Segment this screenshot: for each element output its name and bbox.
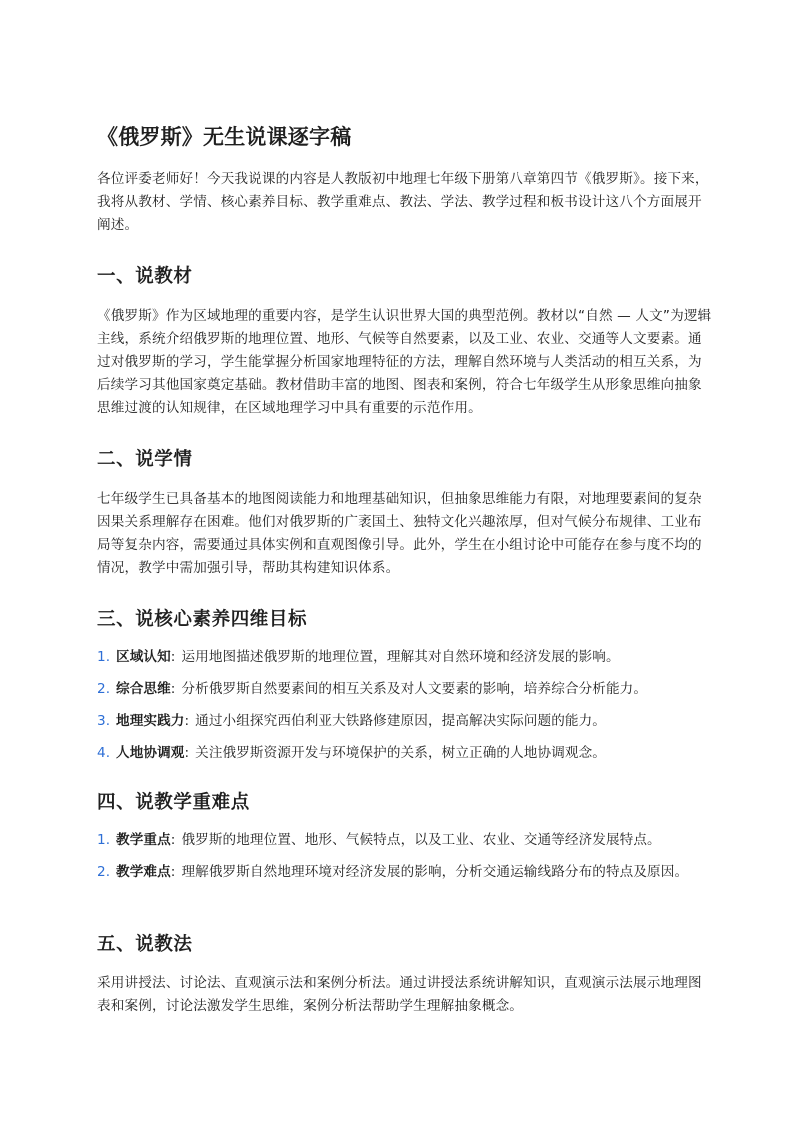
- list-item: [97, 829, 712, 852]
- list-text: 分析俄罗斯自然要素间的相互关系及对人文要素的影响，培养综合分析能力。: [181, 681, 648, 697]
- list-number: 2.: [97, 681, 111, 697]
- list-number: 4.: [97, 745, 111, 761]
- list-term: 综合思维: [116, 681, 171, 697]
- list-separator: :: [184, 713, 190, 729]
- list-item: [97, 861, 712, 884]
- list-text: 理解俄罗斯自然地理环境对经济发展的影响，分析交通运输线路分布的特点及原因。: [181, 864, 689, 880]
- list-number: 3.: [97, 713, 111, 729]
- list-separator: :: [184, 745, 190, 761]
- list-number: 2.: [97, 864, 111, 880]
- key-points-list: [97, 829, 712, 893]
- section-heading-methods: 五、说教法: [97, 934, 193, 955]
- list-separator: :: [170, 649, 176, 665]
- list-number: 1.: [97, 832, 111, 848]
- list-item: [97, 678, 712, 701]
- section-paragraph-students: 七年级学生已具备基本的地图阅读能力和地理基础知识，但抽象思维能力有限，对地理要素间的复杂因果关系理解存在困难。他们对俄罗斯的广袤国土、独特文化兴趣浓厚，但对气候分布规律、工业布局等复杂内容，需要通过具体实例和直观图像引导。此外，学生在小组讨论中可能存在参与度不均的情况，教学中需加强引导，帮助其构建知识体系。: [97, 491, 702, 576]
- section-paragraph-textbook: 《俄罗斯》作为区域地理的重要内容，是学生认识世界大国的典型范例。教材以“自然 — 人文”为逻辑主线，系统介绍俄罗斯的地理位置、地形、气候等自然要素，以及工业、农业、交通等人文要素。通过对俄罗斯的学习，学生能掌握分析国家地理特征的方法，理解自然环境与人类活动的相互关系，为后续学习其他国家奠定基础。教材借助丰富的地图、图表和案例，符合七年级学生从形象思维向抽象思维过渡的认知规律，在区域地理学习中具有重要的示范作用。: [97, 308, 712, 416]
- list-term: 教学重点: [116, 832, 171, 848]
- section-paragraph-methods: 采用讲授法、讨论法、直观演示法和案例分析法。通过讲授法系统讲解知识，直观演示法展示地理图表和案例，讨论法激发学生思维，案例分析法帮助学生理解抽象概念。: [97, 975, 702, 1014]
- list-item: [97, 646, 712, 669]
- objectives-list: [97, 646, 712, 774]
- list-item: [97, 742, 712, 765]
- list-item: [97, 710, 712, 733]
- list-separator: :: [170, 681, 176, 697]
- list-term: 区域认知: [116, 649, 171, 665]
- list-number: 1.: [97, 649, 111, 665]
- list-separator: :: [170, 832, 176, 848]
- list-term: 教学难点: [116, 864, 171, 880]
- list-text: 通过小组探究西伯利亚大铁路修建原因，提高解决实际问题的能力。: [195, 713, 606, 729]
- list-text: 俄罗斯的地理位置、地形、气候特点，以及工业、农业、交通等经济发展特点。: [181, 832, 661, 848]
- list-term: 人地协调观: [116, 745, 185, 761]
- section-heading-objectives: 三、说核心素养四维目标: [97, 609, 308, 630]
- list-term: 地理实践力: [116, 713, 185, 729]
- list-separator: :: [170, 864, 176, 880]
- intro-paragraph: 各位评委老师好！今天我说课的内容是人教版初中地理七年级下册第八章第四节《俄罗斯》。接下来，我将从教材、学情、核心素养目标、教学重难点、教法、学法、教学过程和板书设计这八个方面展开阐述。: [97, 171, 709, 233]
- section-heading-students: 二、说学情: [97, 449, 193, 470]
- list-text: 运用地图描述俄罗斯的地理位置，理解其对自然环境和经济发展的影响。: [181, 649, 620, 665]
- section-heading-key-points: 四、说教学重难点: [97, 792, 250, 813]
- document-title: 《俄罗斯》无生说课逐字稿: [97, 125, 352, 149]
- list-text: 关注俄罗斯资源开发与环境保护的关系，树立正确的人地协调观念。: [195, 745, 606, 761]
- section-heading-textbook: 一、说教材: [97, 266, 193, 287]
